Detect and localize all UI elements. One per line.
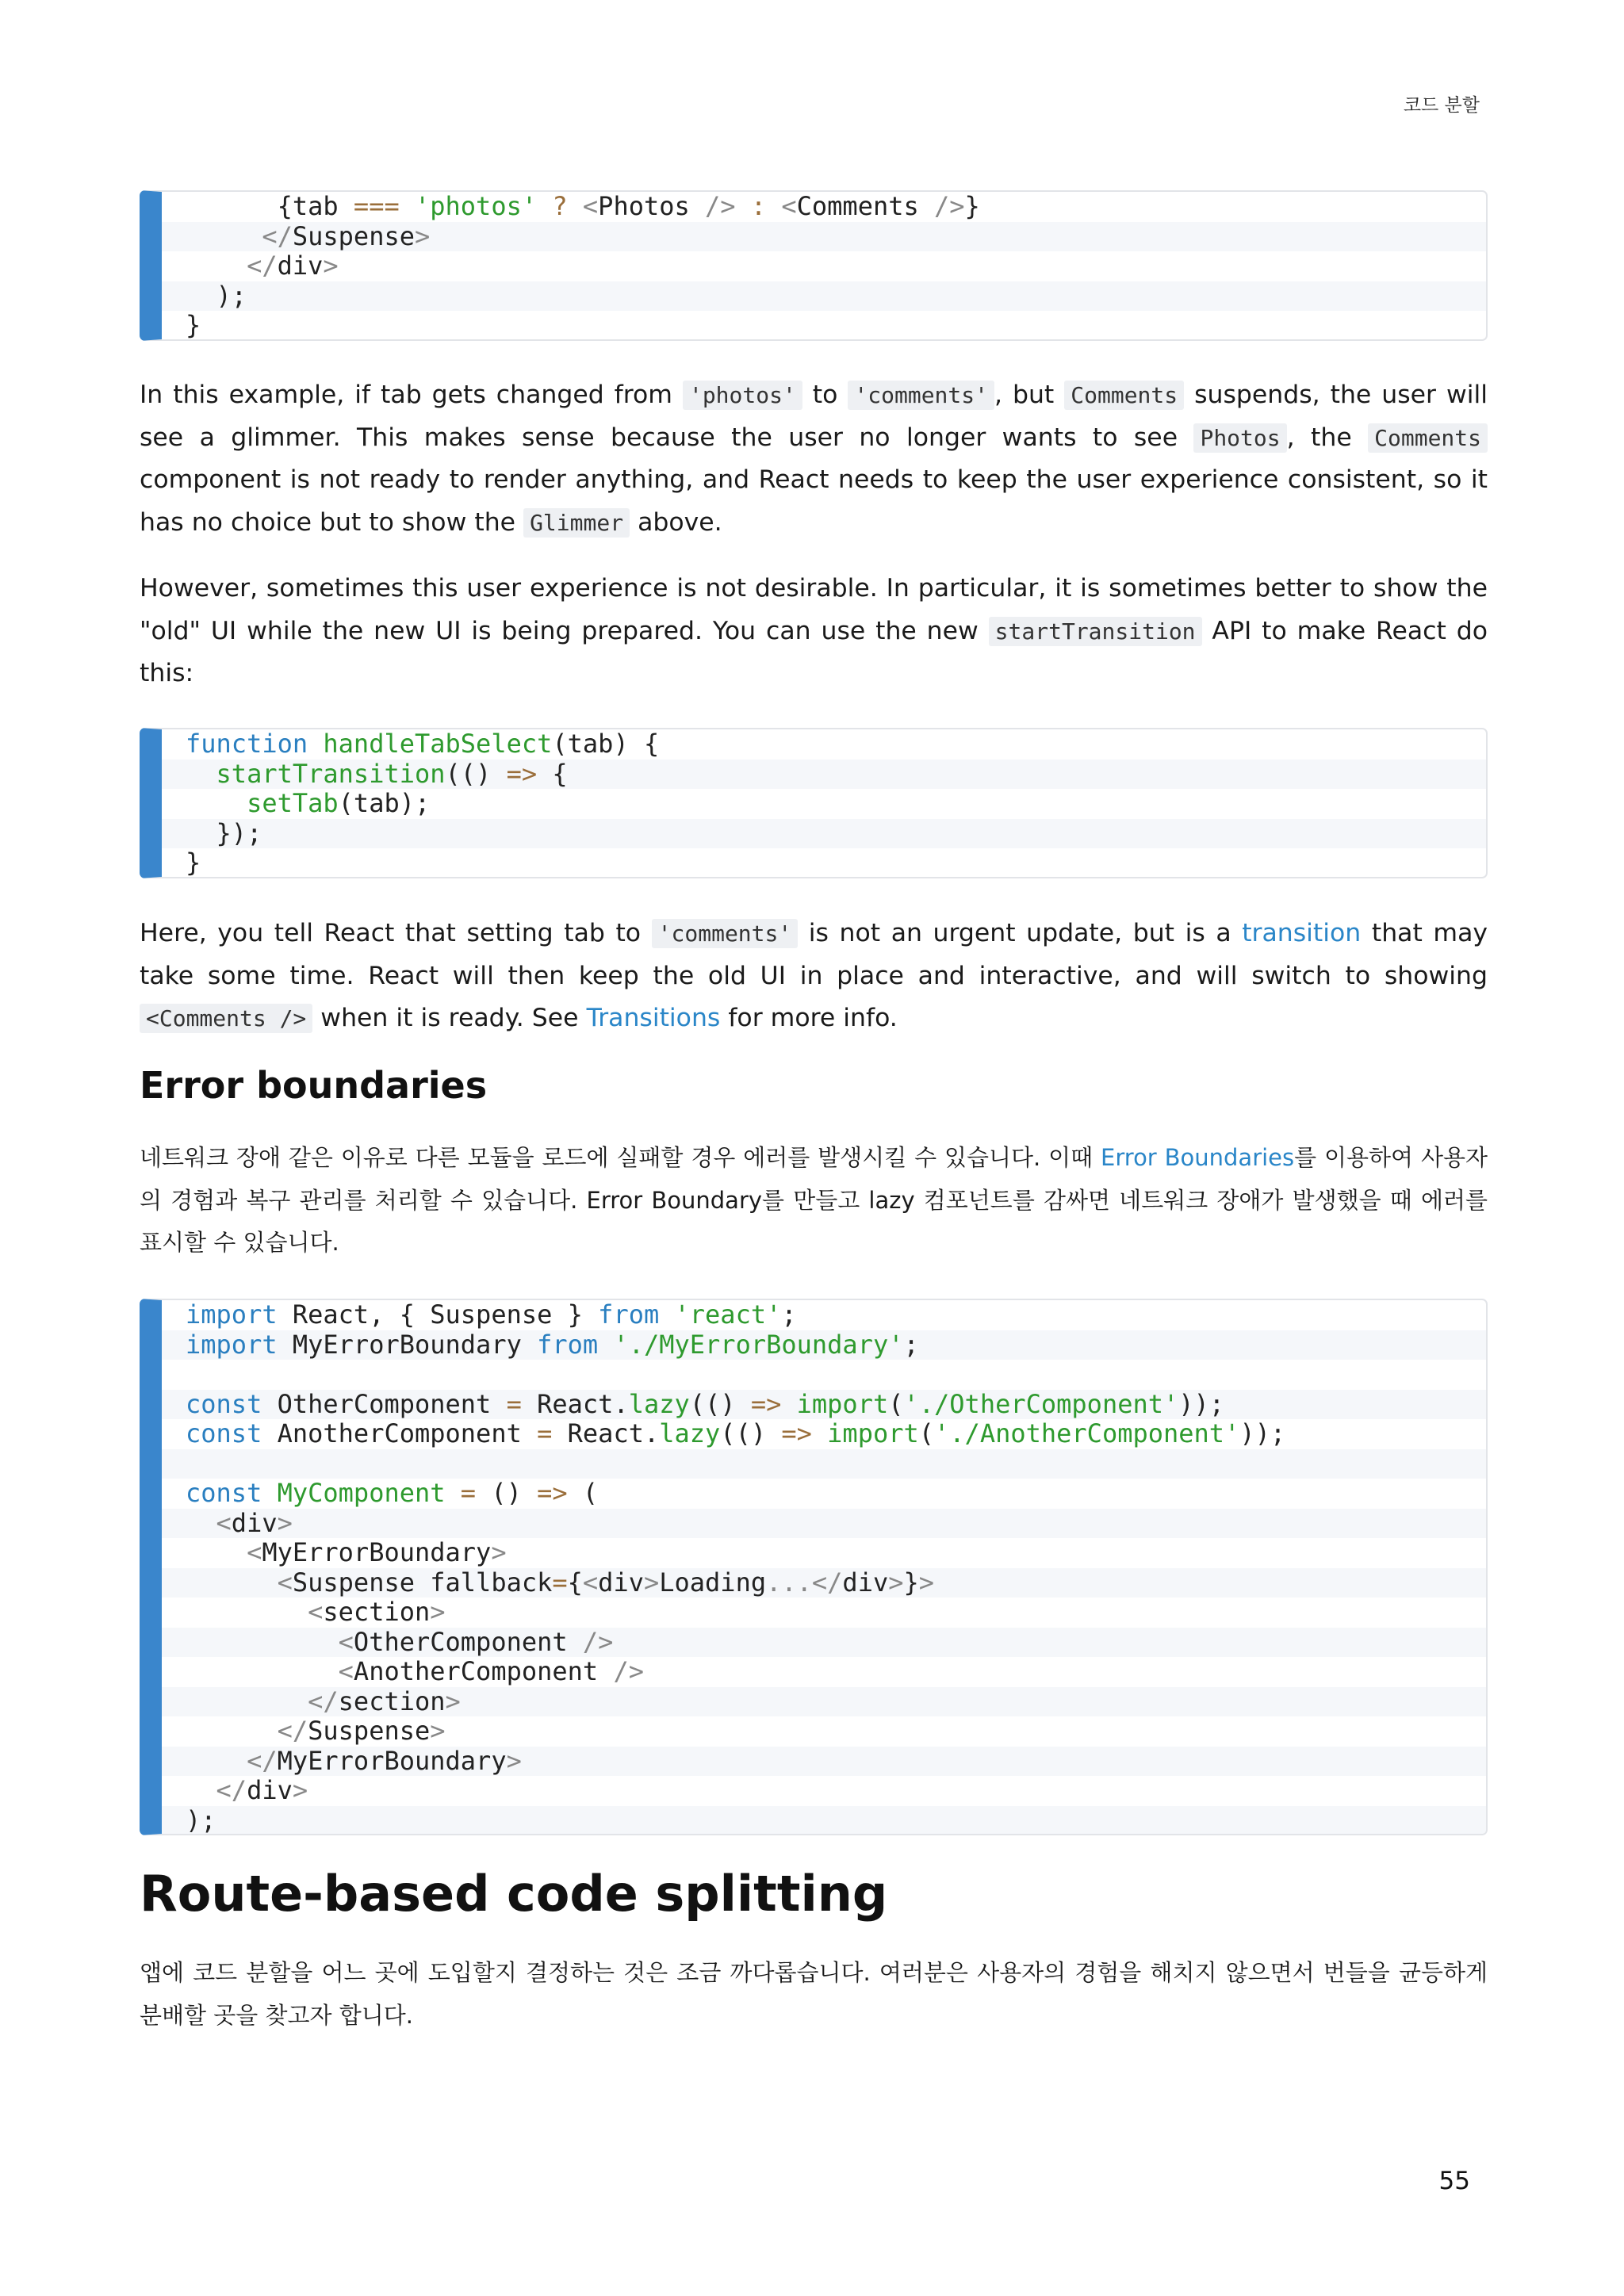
- code-token: Suspense fallback: [292, 1567, 553, 1598]
- text: 네트워크 장애 같은 이유로 다른 모듈을 로드에 실패할 경우 에러를 발생시킬 수 있습니다. 이때: [140, 1144, 1101, 1171]
- code-token: <: [781, 191, 797, 221]
- code-token: (: [918, 1418, 935, 1448]
- code-token: </: [247, 251, 278, 281]
- code-block-tab-switch: [140, 190, 1488, 341]
- code-token: {tab: [277, 191, 354, 221]
- code-token: ...: [766, 1567, 812, 1598]
- code-token: >: [491, 1537, 507, 1567]
- code-token: const: [186, 1478, 262, 1508]
- code-token: lazy: [659, 1418, 721, 1448]
- code-token: >: [323, 251, 339, 281]
- code-token: <: [277, 1567, 293, 1598]
- text: that may take some time. React will then keep the old UI in place and interactive, and will switch to showing: [140, 919, 1488, 990]
- inline-code: Photos: [1193, 423, 1286, 453]
- code-token: <: [308, 1597, 324, 1627]
- code-token: ;: [781, 1299, 797, 1330]
- code-line: [162, 1747, 1486, 1777]
- code-token: =>: [506, 758, 538, 789]
- code-token: }: [964, 191, 980, 221]
- code-token: div: [842, 1567, 889, 1598]
- inline-code: <Comments />: [140, 1004, 312, 1033]
- code-line: [162, 1300, 1486, 1330]
- code-token: React.: [552, 1418, 660, 1448]
- code-token: ((): [445, 758, 507, 789]
- code-line: [162, 1598, 1486, 1628]
- inline-code: 'photos': [683, 381, 802, 410]
- code-token: [766, 191, 781, 221]
- code-token: ?: [552, 191, 568, 221]
- code-token: </: [308, 1686, 339, 1716]
- code-token: from: [537, 1329, 599, 1360]
- code-token: <: [247, 1537, 262, 1567]
- code-token: './OtherComponent': [903, 1388, 1179, 1419]
- code-token: div: [277, 251, 324, 281]
- code-token: import: [186, 1329, 278, 1360]
- code-token: >: [430, 1716, 446, 1746]
- code-block-handle-tab-select: [140, 728, 1488, 878]
- code-token: MyErrorBoundary: [277, 1329, 538, 1360]
- code-token: function: [186, 729, 308, 759]
- code-token: </: [247, 1745, 278, 1776]
- code-token: const: [186, 1418, 262, 1448]
- code-line: [162, 1776, 1486, 1806]
- text: 를 이용하여 사용자의 경험과 복구 관리를 처리할 수 있습니다. Error Boundary를 만들고 lazy 컴포넌트를 감싸면 네트워크 장애가 발생했을 때 에러를 표시할 수 있습니다.: [140, 1144, 1488, 1256]
- paragraph-transition-explanation: [140, 913, 1488, 1040]
- code-token: section: [338, 1686, 446, 1716]
- code-token: Loading: [659, 1567, 767, 1598]
- code-token: AnotherComponent: [262, 1418, 538, 1448]
- code-token: Suspense: [308, 1716, 431, 1746]
- code-token: [812, 1418, 827, 1448]
- code-line: [162, 251, 1486, 281]
- code-token: [781, 1389, 796, 1419]
- code-token: import: [827, 1418, 919, 1448]
- code-token: =: [552, 1567, 568, 1598]
- code-token: Suspense: [292, 220, 415, 251]
- inline-code: Comments: [1064, 381, 1184, 410]
- code-line: [162, 848, 1486, 878]
- text: component is not ready to render anything, and React needs to keep the user experience consistent, so it has no choice but to show the: [140, 465, 1488, 537]
- code-token: =>: [750, 1388, 782, 1419]
- code-line: [162, 1716, 1486, 1747]
- code-token: </: [216, 1775, 247, 1805]
- text: However, sometimes this user experience is not desirable. In particular, it is sometimes better to show the "old" UI while the new UI is being prepared. You can use the new: [140, 574, 1488, 645]
- code-line: [162, 789, 1486, 819]
- code-token: AnotherComponent: [353, 1656, 614, 1686]
- code-token: {: [537, 758, 568, 789]
- code-token: MyErrorBoundary: [277, 1745, 507, 1776]
- code-token: </: [262, 220, 293, 251]
- code-line: [162, 1360, 1486, 1390]
- text: Here, you tell React that setting tab to: [140, 919, 652, 947]
- code-token: startTransition: [216, 758, 446, 789]
- code-token: >: [292, 1775, 308, 1805]
- inline-code: 'comments': [848, 381, 994, 410]
- text: , the: [1286, 423, 1369, 452]
- heading-route-based-code-splitting: Route-based code splitting: [140, 1865, 888, 1923]
- code-token: >: [643, 1567, 660, 1598]
- code-token: >: [445, 1686, 461, 1716]
- code-token: OtherComponent: [353, 1626, 583, 1657]
- code-token: import: [796, 1388, 889, 1419]
- code-token: [659, 1299, 674, 1330]
- code-token: >: [414, 220, 431, 251]
- code-token: OtherComponent: [262, 1388, 507, 1419]
- code-token: import: [186, 1299, 278, 1330]
- link-transitions[interactable]: Transitions: [586, 1004, 721, 1032]
- code-token: =: [506, 1388, 522, 1419]
- text: to: [802, 381, 848, 409]
- code-token: div: [231, 1507, 278, 1538]
- code-token: [568, 191, 583, 221]
- code-token: React.: [521, 1388, 629, 1419]
- code-token: });: [216, 817, 262, 848]
- code-token: section: [323, 1597, 431, 1627]
- code-token: :: [750, 191, 767, 221]
- code-token: [400, 191, 415, 221]
- paragraph-error-boundaries: [140, 1137, 1488, 1265]
- code-token: 'react': [674, 1299, 782, 1330]
- code-token: [308, 729, 323, 759]
- code-token: =: [537, 1418, 553, 1448]
- code-line: [162, 311, 1486, 341]
- code-token: }: [903, 1567, 919, 1598]
- text: 앱에 코드 분할을 어느 곳에 도입할지 결정하는 것은 조금 까다롭습니다. 여러분은 사용자의 경험을 해치지 않으면서 번들을 균등하게 분배할 곳을 찾고자 합니다.: [140, 1959, 1488, 2029]
- code-token: setTab: [247, 788, 339, 818]
- page-header-section-title: 코드 분할: [1403, 95, 1480, 116]
- link-error-boundaries[interactable]: Error Boundaries: [1101, 1144, 1295, 1171]
- code-line: [162, 1330, 1486, 1360]
- code-token: <: [338, 1626, 354, 1657]
- code-token: );: [216, 280, 247, 311]
- code-token: ;: [903, 1329, 919, 1360]
- text: is not an urgent update, but is a: [798, 919, 1243, 947]
- code-token: >: [506, 1745, 522, 1776]
- code-token: './AnotherComponent': [934, 1418, 1240, 1448]
- code-token: >: [888, 1567, 904, 1598]
- code-token: React, { Suspense }: [277, 1299, 599, 1330]
- code-line: [162, 760, 1486, 790]
- heading-error-boundaries: Error boundaries: [140, 1064, 488, 1107]
- code-token: =>: [537, 1478, 568, 1508]
- code-token: lazy: [628, 1388, 690, 1419]
- code-token: >: [277, 1507, 293, 1538]
- code-token: Comments: [796, 191, 935, 221]
- code-token: >: [918, 1567, 935, 1598]
- code-token: MyErrorBoundary: [262, 1537, 492, 1567]
- text: for more info.: [720, 1004, 898, 1032]
- code-token: ((): [720, 1418, 782, 1448]
- code-token: [537, 191, 552, 221]
- page-number: 55: [1438, 2167, 1470, 2195]
- code-token: (): [476, 1478, 538, 1508]
- code-token: }: [186, 848, 201, 878]
- inline-code: startTransition: [989, 617, 1202, 646]
- code-line: [162, 1390, 1486, 1420]
- code-token: div: [247, 1775, 293, 1805]
- code-token: />: [705, 191, 736, 221]
- text: API to make React do this:: [140, 616, 1488, 687]
- code-token: [736, 191, 751, 221]
- text: suspends, the user will see a glimmer. This makes sense because the user no longer wants to see: [140, 381, 1488, 452]
- text: above.: [630, 507, 722, 537]
- code-token: ));: [1178, 1388, 1225, 1419]
- code-token: <: [582, 1567, 599, 1598]
- code-token: ===: [353, 191, 400, 221]
- code-token: {: [567, 1567, 583, 1598]
- code-token: './MyErrorBoundary': [613, 1329, 904, 1360]
- code-line: [162, 192, 1486, 222]
- code-token: =>: [781, 1418, 812, 1448]
- code-line: [162, 1419, 1486, 1449]
- code-token: =: [460, 1478, 477, 1508]
- code-token: [446, 1478, 461, 1508]
- code-token: Photos: [598, 191, 706, 221]
- code-token: [262, 1478, 277, 1508]
- code-token: MyComponent: [277, 1478, 446, 1508]
- code-token: (: [888, 1388, 904, 1419]
- code-token: [598, 1330, 613, 1360]
- text: when it is ready. See: [312, 1004, 587, 1032]
- code-token: (: [567, 1478, 599, 1508]
- paragraph-example-explanation: [140, 374, 1488, 544]
- code-line: [162, 1449, 1486, 1479]
- code-line: [162, 1806, 1486, 1836]
- code-line: [162, 1509, 1486, 1539]
- code-token: <: [216, 1507, 232, 1538]
- code-token: handleTabSelect: [323, 729, 553, 759]
- code-line: [162, 729, 1486, 760]
- paragraph-start-transition-intro: [140, 568, 1488, 695]
- text: In this example, if tab gets changed from: [140, 381, 683, 409]
- code-token: </: [811, 1567, 843, 1598]
- code-line: [162, 1568, 1486, 1598]
- code-token: <: [582, 191, 599, 221]
- code-token: (tab);: [338, 788, 431, 818]
- code-token: ((): [689, 1388, 751, 1419]
- code-token: </: [277, 1716, 308, 1746]
- code-token: />: [582, 1626, 614, 1657]
- code-line: [162, 222, 1486, 252]
- paragraph-route-based: [140, 1952, 1488, 2037]
- code-token: 'photos': [414, 191, 538, 221]
- code-token: }: [186, 310, 201, 340]
- inline-code: Glimmer: [523, 508, 630, 538]
- code-token: >: [430, 1597, 446, 1627]
- inline-code: Comments: [1368, 423, 1488, 453]
- code-line: [162, 1687, 1486, 1717]
- code-line: [162, 1628, 1486, 1658]
- inline-code: 'comments': [652, 919, 799, 948]
- code-token: from: [598, 1299, 660, 1330]
- link-transition[interactable]: transition: [1242, 919, 1362, 947]
- code-token: />: [613, 1656, 644, 1686]
- code-line: [162, 1479, 1486, 1509]
- code-line: [162, 819, 1486, 849]
- code-line: [162, 281, 1486, 312]
- code-line: [162, 1657, 1486, 1687]
- code-token: />: [934, 191, 965, 221]
- code-block-error-boundary: [140, 1299, 1488, 1835]
- code-token: <: [338, 1656, 354, 1686]
- code-token: (tab) {: [552, 729, 660, 759]
- code-token: );: [186, 1804, 216, 1835]
- code-line: [162, 1538, 1486, 1568]
- text: , but: [994, 381, 1065, 409]
- code-token: const: [186, 1388, 262, 1419]
- code-token: ));: [1239, 1418, 1286, 1448]
- code-token: div: [598, 1567, 644, 1598]
